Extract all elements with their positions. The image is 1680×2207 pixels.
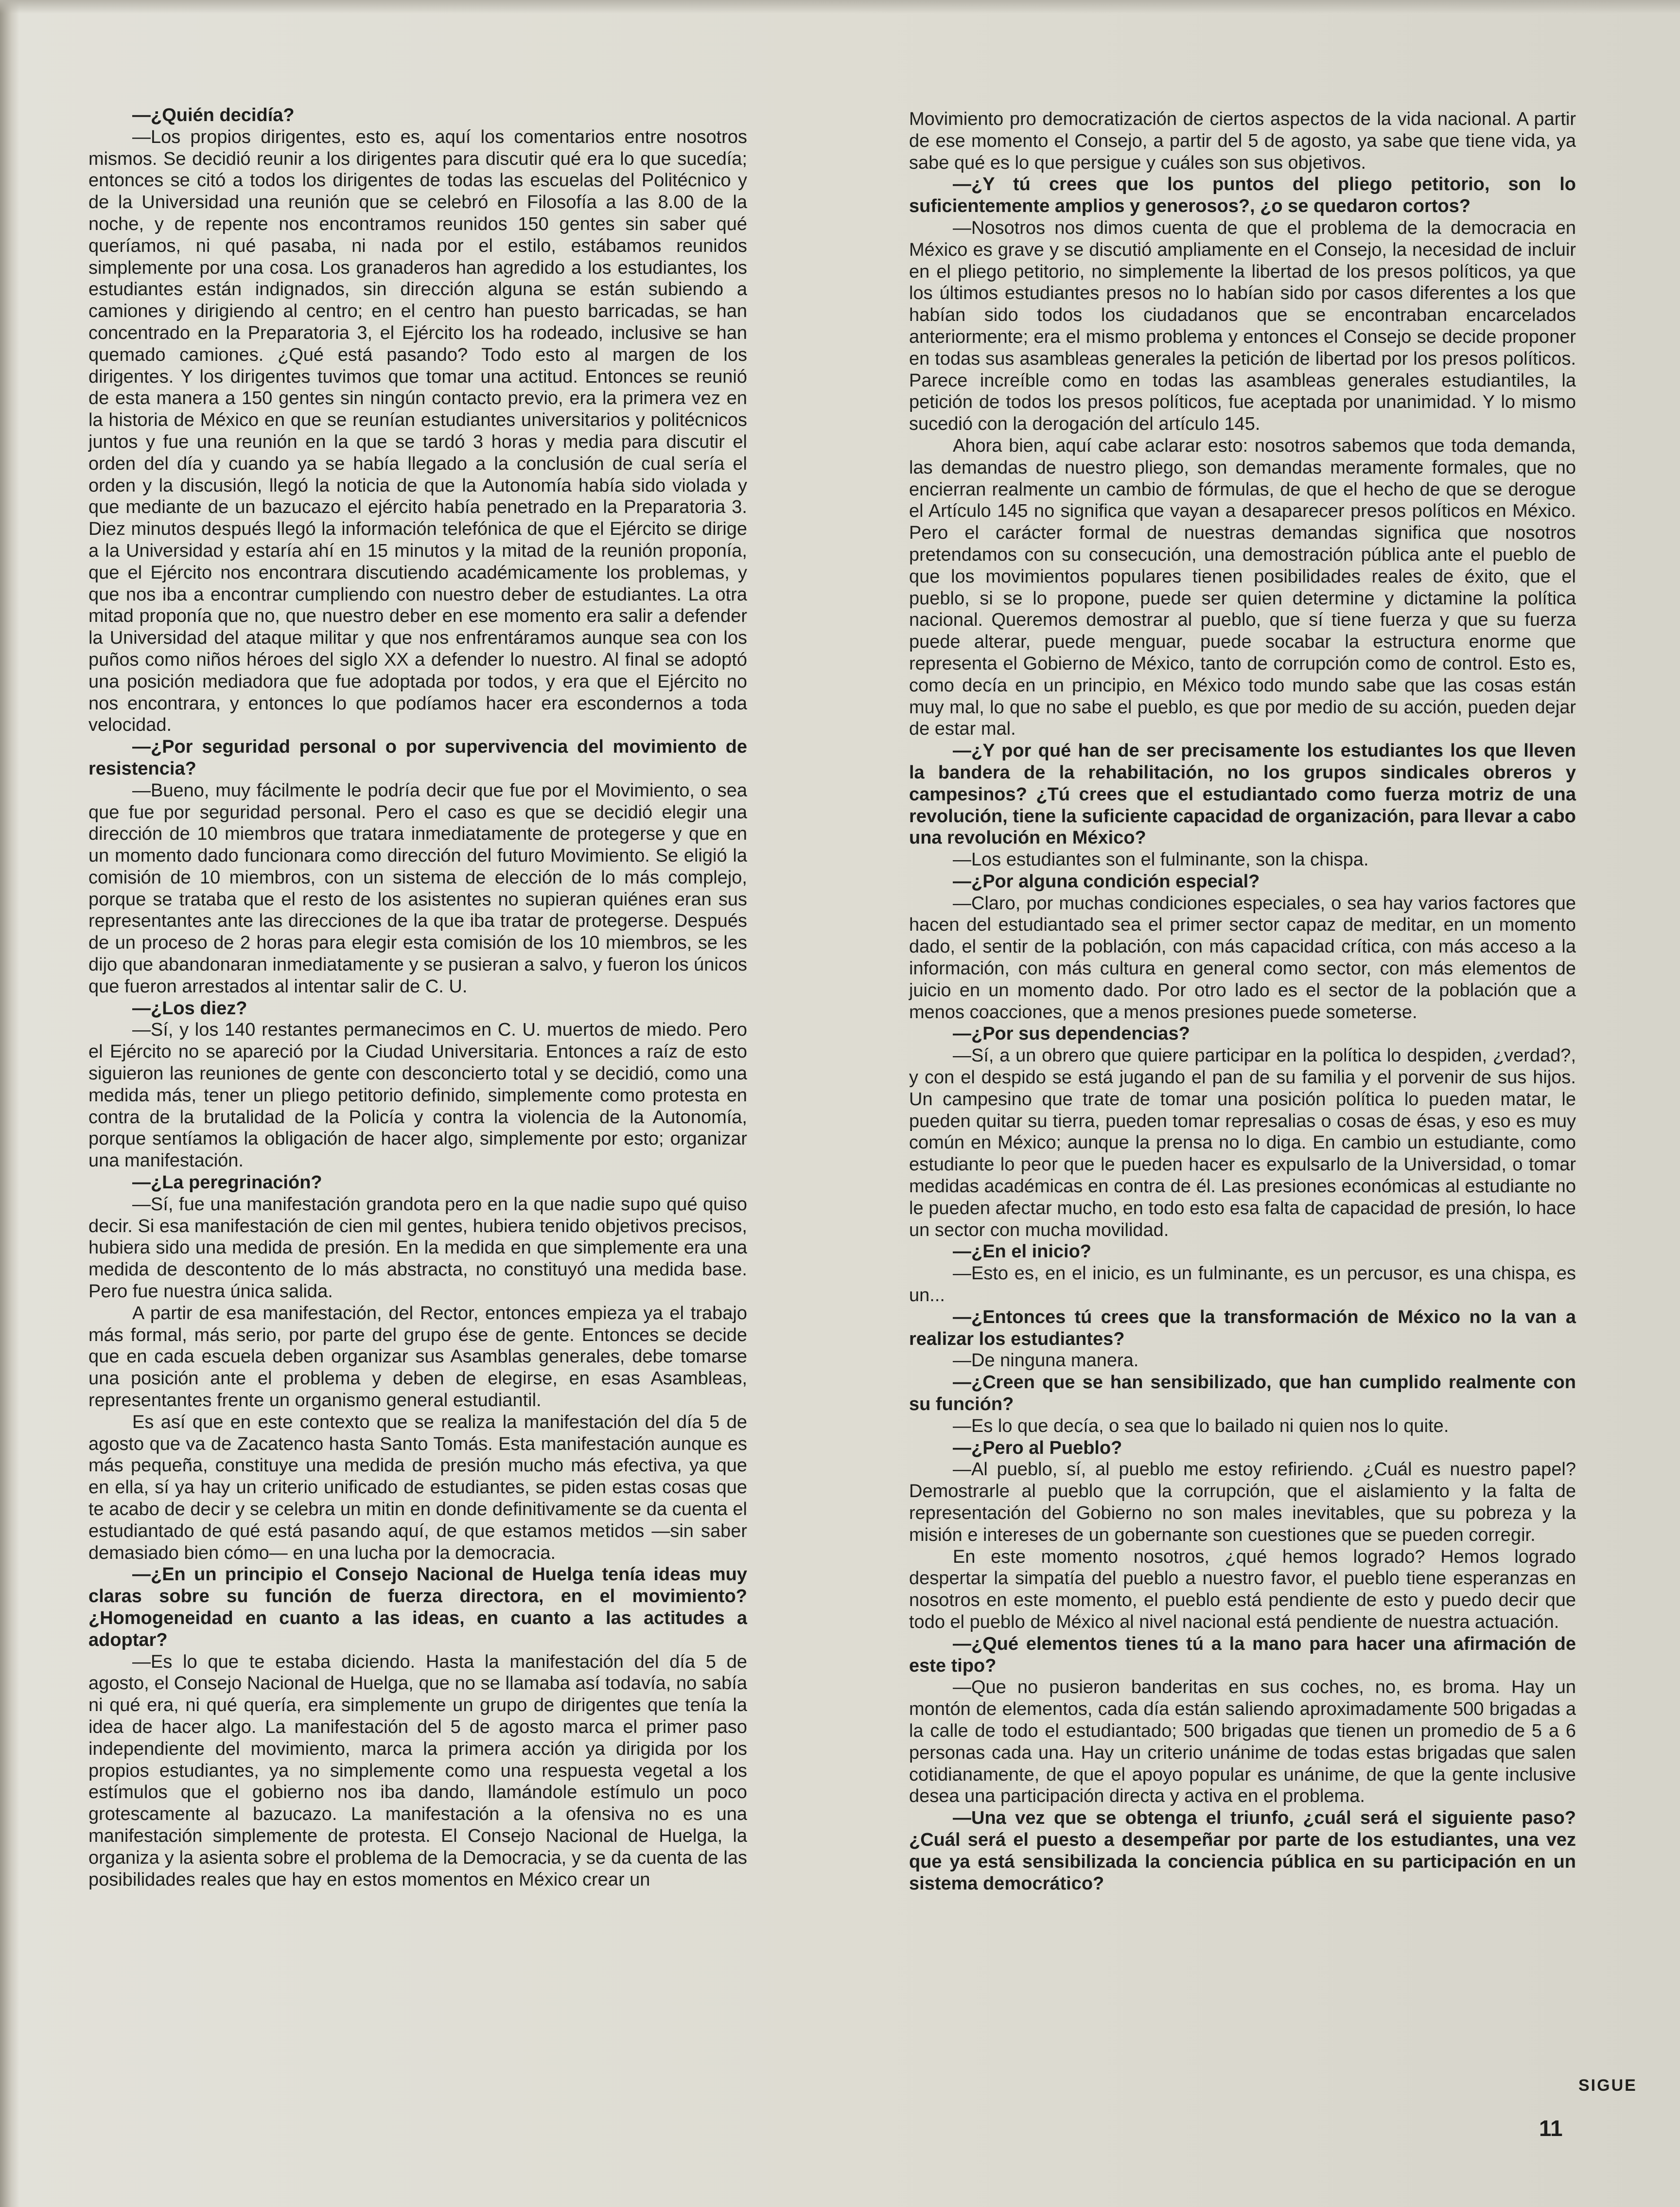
interview-answer: —Es lo que te estaba diciendo. Hasta la manifestación del día 5 de agosto, el Consejo Nacional de Huelga, que no se llamaba así todavía, no sabía ni qué era, ni qué quería, era simplemente un grupo de dirigentes que tenía la idea de hacer algo. La manifestación del 5 de agosto marca el primer paso independiente del movimiento, marca la primera acción ya dirigida por los propios estudiantes, ya no simplemente como una respuesta vegetal a los estímulos que el gobierno nos iba dando, llamándole estímulo un poco grotescamente al bazucazo. La manifestación a la ofensiva no es una manifestación simplemente de protesta. El Consejo Nacional de Huelga, la organiza y la asienta sobre el problema de la Democracia, y se da cuenta de las posibilidades reales que hay en estos momentos en México crear un <box>88 1651 747 1890</box>
interview-answer: —Claro, por muchas condiciones especiales, o sea hay varios factores que hacen del estudiantado sea el primer sector capaz de meditar, en un momento dado, el sentir de la población, con más capacidad crítica, con más acceso a la información, con más cultura en general como sector, con más elementos de juicio en un momento dado. Por otro lado es el sector de la población que a menos coacciones, que a menos presiones puede someterse. <box>909 893 1576 1023</box>
interview-question: —¿Creen que se han sensibilizado, que han cumplido realmente con su función? <box>909 1372 1576 1415</box>
interview-answer: —Sí, y los 140 restantes permanecimos en C. U. muertos de miedo. Pero el Ejército no se apareció por la Ciudad Universitaria. Entonces a raíz de esto siguieron las reuniones de gente con desconcierto total y se decidió, como una medida más, tener un pliego petitorio definido, simplemente como protesta en contra de la brutalidad de la Policía y contra la violencia de la Autonomía, porque sentíamos la obligación de hacer algo, simplemente por esto; organizar una manifestación. <box>88 1020 747 1171</box>
page-number: 11 <box>1539 2116 1563 2141</box>
interview-question: —¿En el inicio? <box>953 1241 1092 1262</box>
interview-answer: Es así que en este contexto que se realiza la manifestación del día 5 de agosto que va de Zacatenco hasta Santo Tomás. Esta manifestación aunque es más pequeña, constituye una medida de presión mucho más efectiva, ya que en ella, sí ya hay un criterio unificado de estudiantes, se piden estas cosas que te acabo de decir y se celebra un mitin en donde definitivamente se da cuenta el estudiantado de qué está pasando aquí, de que estamos metidos —sin saber demasiado bien cómo— en una lucha por la democracia. <box>88 1412 747 1563</box>
page-top-shadow <box>0 0 1680 14</box>
interview-answer: —Esto es, en el inicio, es un fulminante, es un percusor, es una chispa, es un... <box>909 1263 1576 1306</box>
interview-question: —¿Y por qué han de ser precisamente los estudiantes los que lleven la bandera de la rehabilitación, no los grupos sindicales obreros y campesinos? ¿Tú crees que el estudiantado como fuerza motriz de una revolución, tiene la suficiente capacidad de organización, para llevar a cabo una revolución en México? <box>909 741 1576 848</box>
left-text-column <box>88 105 747 1890</box>
interview-answer: —Los estudiantes son el fulminante, son la chispa. <box>953 849 1369 870</box>
interview-answer: —Nosotros nos dimos cuenta de que el problema de la democracia en México es grave y se discutió ampliamente en el Consejo, la necesidad de incluir en el pliego petitorio, no simplemente la libertad de los presos políticos, ya que los últimos estudiantes presos no lo habían sido por casos diferentes a los que habían sido todos los ciudadanos que se encontraban encarcelados anteriormente; era el mismo problema y entonces el Consejo se decide proponer en todas sus asambleas generales la petición de libertad por los presos políticos. Parece increíble como en todas las asambleas generales estudiantiles, la petición de todos los presos políticos, fue aceptada por unanimidad. Y lo mismo sucedió con la derogación del artículo 145. <box>909 217 1576 435</box>
interview-question: —¿La peregrinación? <box>132 1172 322 1193</box>
interview-answer: A partir de esa manifestación, del Rector, entonces empieza ya el trabajo más formal, más serio, por parte del grupo ése de gente. Entonces se decide que en cada escuela deben organizar sus Asamblas generales, debe tomarse una posición ante el problema y deben de elegirse, en esas Asambleas, representantes frente un organismo general estudiantil. <box>88 1303 747 1411</box>
interview-question: —¿Por seguridad personal o por supervivencia del movimiento de resistencia? <box>88 737 747 779</box>
interview-answer: —De ninguna manera. <box>953 1350 1139 1371</box>
interview-answer: En este momento nosotros, ¿qué hemos logrado? Hemos logrado despertar la simpatía del pueblo a nuestro favor, el pueblo tiene esperanzas en nosotros en este momento, el pueblo está pendiente de esto y puedo decir que todo el pueblo de México al nivel nacional está pendiente de nuestra actuación. <box>909 1546 1576 1632</box>
interview-answer: —Al pueblo, sí, al pueblo me estoy refiriendo. ¿Cuál es nuestro papel? Demostrarle al pueblo que la corrupción, que el aislamiento y la falta de representación del Gobierno no son males inevitables, que su pobreza y la misión e intereses de un gobernante son cuestiones que se pueden corregir. <box>909 1459 1576 1545</box>
interview-answer: —Es lo que decía, o sea que lo bailado ni quien nos lo quite. <box>953 1415 1449 1436</box>
interview-question: —Una vez que se obtenga el triunfo, ¿cuál será el siguiente paso? ¿Cuál será el puesto a desempeñar por parte de los estudiantes, una vez que ya está sensibilizada la conciencia pública en su participación en un sistema democrático? <box>909 1808 1576 1894</box>
continue-label: SIGUE <box>1578 2076 1637 2095</box>
interview-answer: —Bueno, muy fácilmente le podría decir que fue por el Movimiento, o sea que fue por seguridad personal. Pero el caso es que se decidió elegir una dirección de 10 miembros que tratara inmediatamente de protegerse y que en un momento dado funcionara como dirección del futuro Movimiento. Se eligió la comisión de 10 miembros, con un sistema de elección de lo más complejo, porque se trataba que el resto de los asistentes no supieran quiénes eran sus representantes ante las direcciones de la que iba tratar de protegerse. Después de un proceso de 2 horas para elegir esta comisión de los 10 miembros, se les dijo que abandonaran inmediatamente y se pusieran a salvo, y fueron los únicos que fueron arrestados al intentar salir de C. U. <box>88 780 747 997</box>
interview-question: —¿Por sus dependencias? <box>953 1024 1190 1044</box>
page-binding-shadow <box>0 0 19 2207</box>
interview-question: —¿Los diez? <box>132 998 247 1019</box>
interview-answer: —Sí, a un obrero que quiere participar en la política lo despiden, ¿verdad?, y con el despido se está jugando el pan de su familia y el porvenir de sus hijos. Un campesino que trate de tomar una posición política lo pueden matar, le pueden quitar su tierra, pueden tomar represalias o cosas de ésas, y eso es muy común en México; aunque la prensa no lo diga. En cambio un estudiante, como estudiante lo peor que le pueden hacer es expulsarlo de la Universidad, o tomar medidas académicas en contra de él. Las presiones económicas al estudiante no le pueden afectar mucho, en todo esto esa falta de capacidad de presión, lo hace un sector con mucha movilidad. <box>909 1045 1576 1240</box>
right-text-column <box>909 108 1576 1894</box>
interview-question: —¿Y tú crees que los puntos del pliego petitorio, son lo suficientemente amplios y generosos?, ¿o se quedaron cortos? <box>909 174 1576 217</box>
interview-question: —¿Quién decidía? <box>132 105 295 125</box>
interview-question: —¿Qué elementos tienes tú a la mano para hacer una afirmación de este tipo? <box>909 1633 1576 1676</box>
interview-answer: —Los propios dirigentes, esto es, aquí los comentarios entre nosotros mismos. Se decidió reunir a los dirigentes para discutir qué era lo que sucedía; entonces se citó a todos los dirigentes de todas las escuelas del Politécnico y de la Universidad una reunión que se celebró en Filosofía a las 8.00 de la noche, y de repente nos encontramos reunidos 150 gentes sin saber qué queríamos, ni qué pasaba, ni nada por el estilo, estábamos reunidos simplemente por una cosa. Los granaderos han agredido a los estudiantes, los estudiantes están indignados, sin dirección alguna se están subiendo a camiones y dirigiendo al centro; en el centro han puesto barricadas, se han concentrado en la Preparatoria 3, el Ejército los ha rodeado, inclusive se han quemado camiones. ¿Qué está pasando? Todo esto al margen de los dirigentes. Y los dirigentes tuvimos que tomar una actitud. Entonces se reunió de esta manera a 150 gentes sin ningún contacto previo, era la primera vez en la historia de México en que se reunían estudiantes universitarios y politécnicos juntos y fue una reunión en la que se tardó 3 horas y media para discutir el orden del día y cuando ya se había llegado a la conclusión de cual sería el orden y la discusión, llegó la noticia de que la Autonomía había sido violada y que mediante de un bazucazo el ejército había penetrado en la Preparatoria 3. Diez minutos después llegó la información telefónica de que el Ejército se dirige a la Universidad y estaría ahí en 15 minutos y la mitad de la reunión proponía, que el Ejército nos encontrara discutiendo académicamente los problemas, y que nos iba a encontrar cumpliendo con nuestro deber de estudiantes. La otra mitad proponía que no, que nuestro deber en ese momento era salir a defender la Universidad del ataque militar y que nos enfrentáramos aunque sea con los puños como niños héroes del siglo XX a defender lo nuestro. Al final se adoptó una posición mediadora que fue adoptada por todos, y era que el Ejército no nos encontrara, y entonces lo que podíamos hacer era escondernos a toda velocidad. <box>88 126 747 736</box>
interview-question: —¿Por alguna condición especial? <box>953 871 1260 892</box>
interview-question: —¿Pero al Pueblo? <box>953 1437 1122 1458</box>
interview-answer: Ahora bien, aquí cabe aclarar esto: nosotros sabemos que toda demanda, las demandas de nuestro pliego, son demandas meramente formales, que no encierran realmente un cambio de fórmulas, de que el hecho de que se derogue el Artículo 145 no significa que vayan a desaparecer presos políticos en México. Pero el carácter formal de nuestras demandas significa que nosotros pretendamos con su consecución, una demostración pública ante el pueblo de que los movimientos populares tienen posibilidades reales de éxito, que el pueblo, si se lo propone, puede ser quien determine y dictamine la política nacional. Queremos demostrar al pueblo, que sí tiene fuerza y que su fuerza puede alterar, puede menguar, puede socabar la estructura enorme que representa el Gobierno de México, tanto de corrupción como de control. Esto es, como decía en un principio, en México todo mundo sabe que las cosas están muy mal, lo que no sabe el pueblo, es que por medio de su acción, pueden dejar de estar mal. <box>909 435 1576 740</box>
interview-answer: —Que no pusieron banderitas en sus coches, no, es broma. Hay un montón de elementos, cada día están saliendo aproximadamente 500 brigadas a la calle de todo el estudiantado; 500 brigadas que tienen un promedio de 5 a 6 personas cada una. Hay un criterio unánime de todas estas brigadas que salen cotidianamente, de que el apoyo popular es unánime, de que la gente inclusive desea una participación directa y activa en el problema. <box>909 1677 1576 1807</box>
interview-question: —¿En un principio el Consejo Nacional de Huelga tenía ideas muy claras sobre su función de fuerza directora, en el movimiento? ¿Homogeneidad en cuanto a las ideas, en cuanto a las actitudes a adoptar? <box>88 1564 747 1650</box>
interview-question: —¿Entonces tú crees que la transformación de México no la van a realizar los estudiantes? <box>909 1307 1576 1349</box>
interview-answer: —Sí, fue una manifestación grandota pero en la que nadie supo qué quiso decir. Si esa manifestación de cien mil gentes, hubiera tenido objetivos precisos, hubiera sido una medida de presión. En la medida en que simplemente era una medida de descontento de lo más abstracta, no constituyó una medida base. Pero fue nuestra única salida. <box>88 1194 747 1302</box>
continued-paragraph: Movimiento pro democratización de ciertos aspectos de la vida nacional. A partir de ese momento el Consejo, a partir del 5 de agosto, ya sabe que tiene vida, ya sabe qué es lo que persigue y cuáles son sus objetivos. <box>909 109 1576 173</box>
